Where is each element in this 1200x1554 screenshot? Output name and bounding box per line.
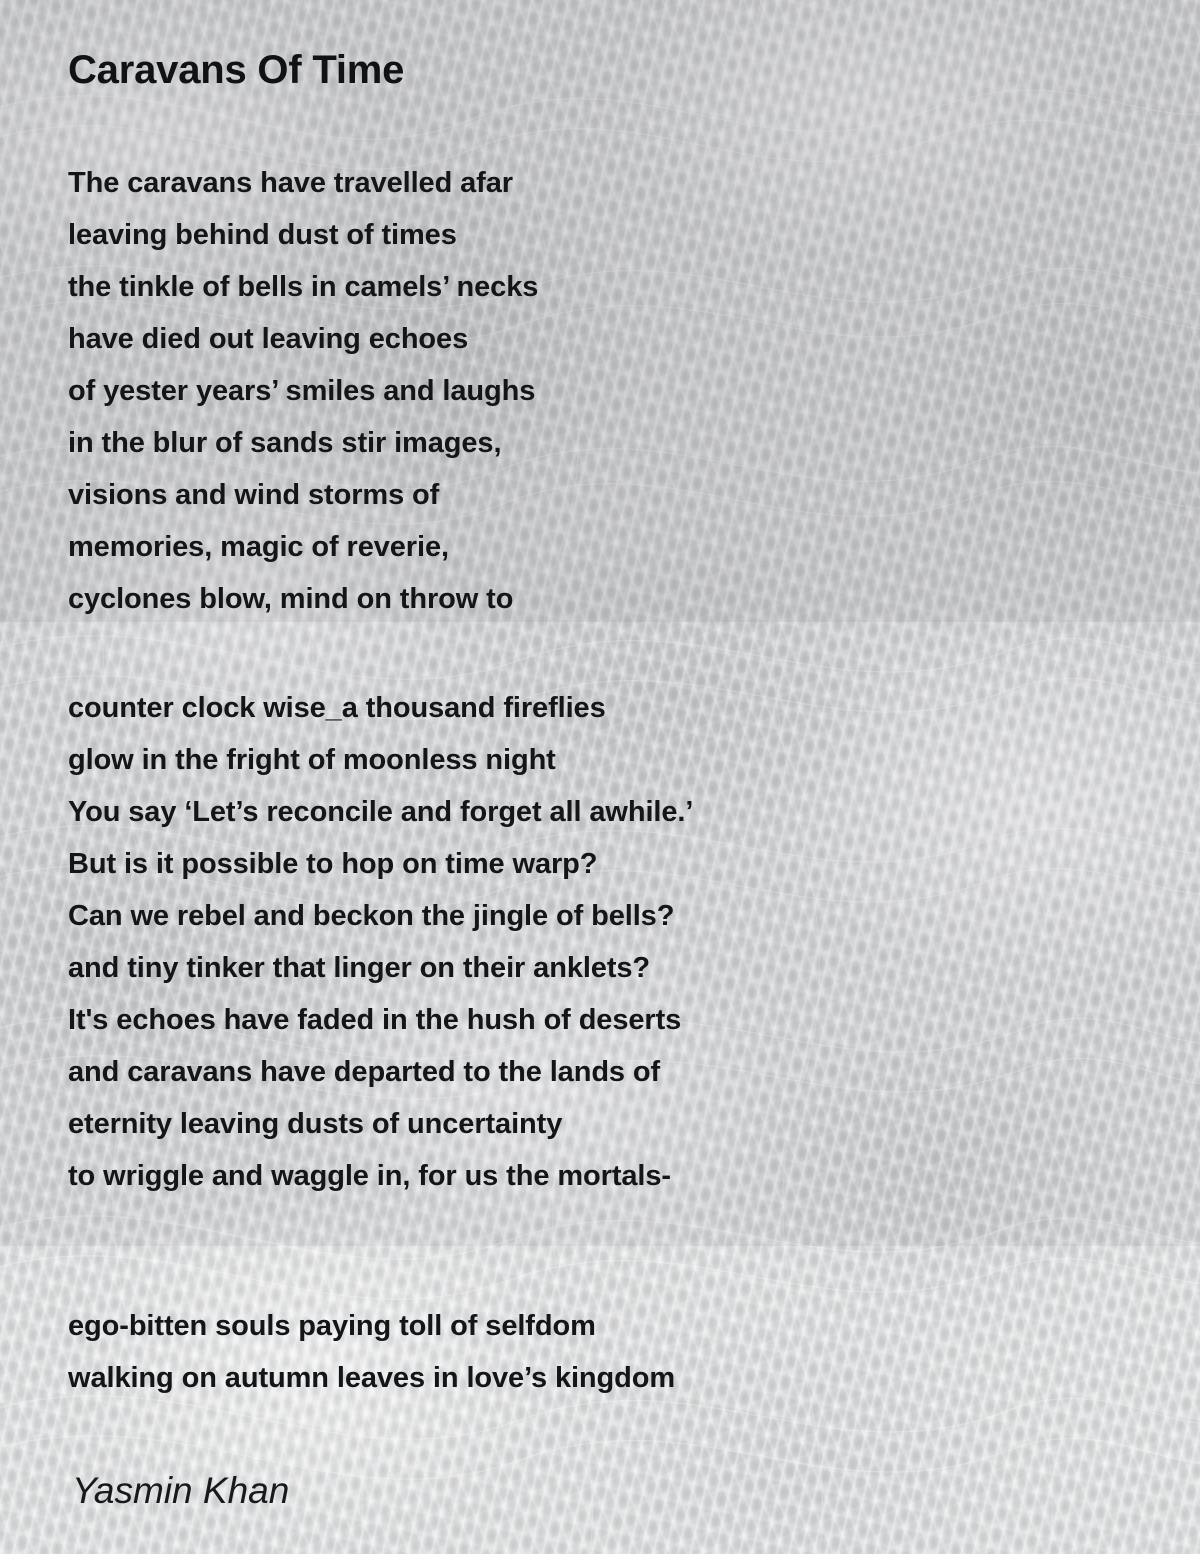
poem-line: eternity leaving dusts of uncertainty <box>68 1108 563 1140</box>
poem-line: counter clock wise_a thousand fireflies <box>68 692 606 724</box>
poem-author: Yasmin Khan <box>72 1470 290 1511</box>
poem-line: ego-bitten souls paying toll of selfdom <box>68 1310 596 1342</box>
poem-line: glow in the fright of moonless night <box>68 744 556 776</box>
poem-line: the tinkle of bells in camels’ necks <box>68 271 539 303</box>
poem-line: to wriggle and waggle in, for us the mortals- <box>68 1160 671 1192</box>
poem-title: Caravans Of Time <box>68 48 405 92</box>
poem-line: and tiny tinker that linger on their anklets? <box>68 952 651 984</box>
poem-line: and caravans have departed to the lands of <box>68 1056 661 1088</box>
poem-line: visions and wind storms of <box>68 479 440 511</box>
poem-line: You say ‘Let’s reconcile and forget all awhile.’ <box>68 796 694 828</box>
poem-line: It's echoes have faded in the hush of deserts <box>68 1004 682 1036</box>
poem-stanza-1 <box>68 157 538 625</box>
poem-line: have died out leaving echoes <box>68 323 469 355</box>
poem-line: Can we rebel and beckon the jingle of bells? <box>68 900 675 932</box>
poem-line: leaving behind dust of times <box>68 219 457 251</box>
poem-line: cyclones blow, mind on throw to <box>68 583 514 615</box>
poem-line: in the blur of sands stir images, <box>68 427 502 459</box>
poem-line: The caravans have travelled afar <box>68 167 513 199</box>
poem-line: But is it possible to hop on time warp? <box>68 848 598 880</box>
poem-stanza-2 <box>68 682 693 1202</box>
poem-line: of yester years’ smiles and laughs <box>68 375 536 407</box>
poem-line: memories, magic of reverie, <box>68 531 449 563</box>
poem-stanza-3 <box>68 1300 675 1404</box>
poem-line: walking on autumn leaves in love’s kingdom <box>68 1362 676 1394</box>
